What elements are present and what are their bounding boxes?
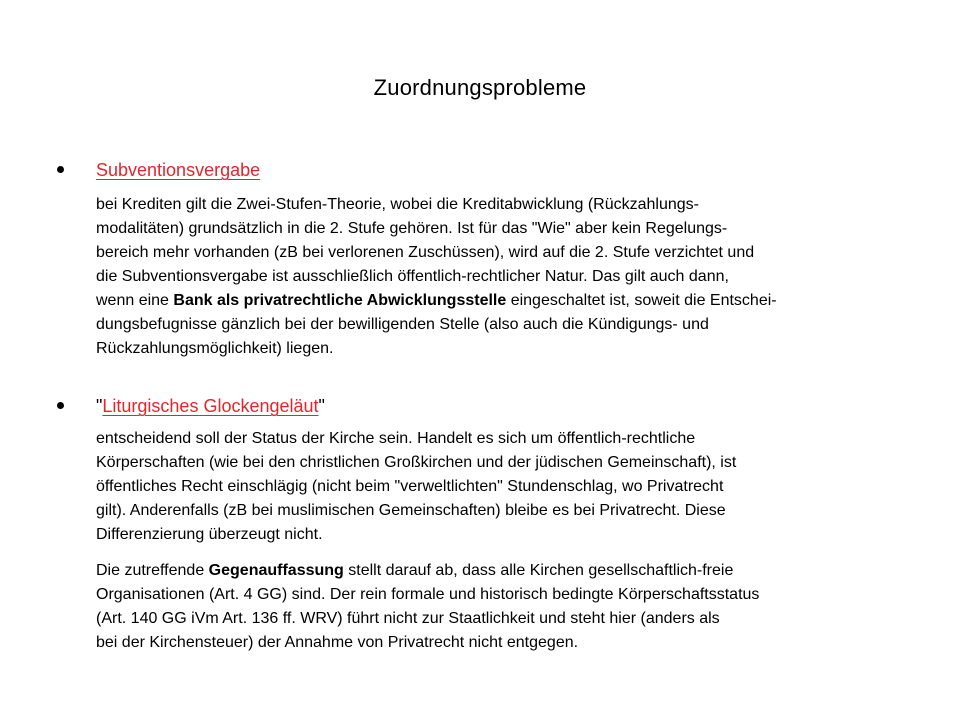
paragraph-line: Rückzahlungsmöglichkeit) liegen.: [96, 340, 334, 357]
bullet-icon: [57, 166, 64, 173]
heading-quote-close: ": [318, 396, 325, 416]
section-paragraph: [96, 559, 916, 655]
section-heading[interactable]: [96, 394, 325, 418]
line-text: stellt darauf ab, dass alle Kirchen gesellschaftlich-freie: [343, 562, 734, 579]
section-heading[interactable]: [96, 158, 260, 182]
bold-phrase: Gegenauffassung: [208, 562, 344, 579]
paragraph-line: Differenzierung überzeugt nicht.: [96, 526, 323, 543]
heading-link[interactable]: Liturgisches Glockengeläut: [102, 396, 319, 416]
paragraph-line: gilt). Anderenfalls (zB bei muslimischen Gemeinschaften) bleibe es bei Privatrecht. Diese: [96, 502, 726, 519]
paragraph-line: bereich mehr vorhanden (zB bei verlorenen Zuschüssen), wird auf die 2. Stufe verzichtet und: [96, 244, 755, 261]
paragraph-line: Organisationen (Art. 4 GG) sind. Der rein formale und historisch bedingte Körperschaftsstatus: [96, 586, 760, 603]
paragraph-line: bei der Kirchensteuer) der Annahme von Privatrecht nicht entgegen.: [96, 634, 579, 651]
section-paragraph: [96, 427, 916, 547]
heading-quote-open: ": [96, 396, 103, 416]
paragraph-line: bei Krediten gilt die Zwei-Stufen-Theorie, wobei die Kreditabwicklung (Rückzahlungs-: [96, 196, 699, 213]
paragraph-line: öffentliches Recht einschlägig (nicht beim "verweltlichten" Stundenschlag, wo Privatrecht: [96, 478, 724, 495]
bold-phrase: Bank als privatrechtliche Abwicklungsstelle: [173, 292, 507, 309]
paragraph-line: die Subventionsvergabe ist ausschließlich öffentlich-rechtlicher Natur. Das gilt auch dann,: [96, 268, 729, 285]
line-text: wenn eine: [96, 292, 174, 309]
bullet-item-glockengelaeut: [0, 394, 960, 420]
paragraph-line: modalitäten) grundsätzlich in die 2. Stufe gehören. Ist für das "Wie" aber kein Regelungs-: [96, 220, 728, 237]
paragraph-line: Körperschaften (wie bei den christlichen Großkirchen und der jüdischen Gemeinschaft), ist: [96, 454, 737, 471]
bullet-icon: [57, 402, 64, 409]
slide-title: Zuordnungsprobleme: [373, 75, 587, 100]
line-text: Die zutreffende: [96, 562, 209, 579]
paragraph-line: (Art. 140 GG iVm Art. 136 ff. WRV) führt nicht zur Staatlichkeit und steht hier (anders als: [96, 610, 720, 627]
section-paragraph: [96, 193, 916, 361]
paragraph-line: dungsbefugnisse gänzlich bei der bewilligenden Stelle (also auch die Kündigungs- und: [96, 316, 709, 333]
heading-link[interactable]: Subventionsvergabe: [96, 160, 261, 180]
paragraph-line: entscheidend soll der Status der Kirche sein. Handelt es sich um öffentlich-rechtliche: [96, 430, 696, 447]
paragraph-line: [96, 559, 916, 583]
line-text: eingeschaltet ist, soweit die Entschei-: [506, 292, 777, 309]
bullet-item-subventionsvergabe: [0, 158, 960, 184]
paragraph-line: [96, 289, 916, 313]
